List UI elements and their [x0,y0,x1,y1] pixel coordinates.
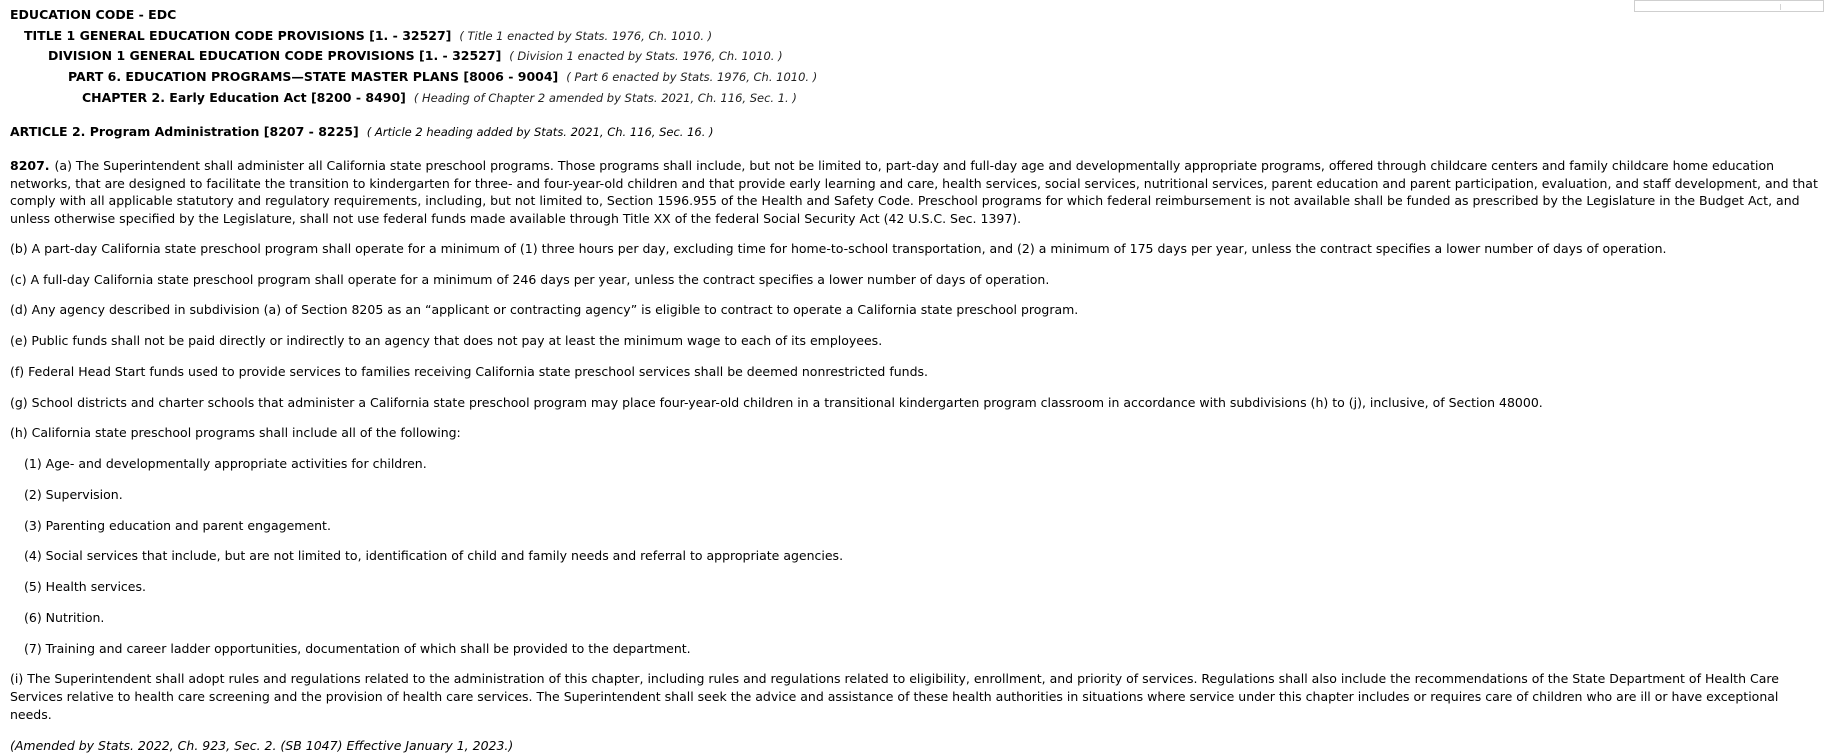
top-right-widget-stub [1634,0,1824,12]
hierarchy-item-title1[interactable] [24,27,1820,45]
paragraph-b: (b) A part-day California state preschool program shall operate for a minimum of (1) three hours per day, excluding time for home-to-school transportation, and (2) a minimum of 175 days per year, unless the contract specifies a lower number of days of operation. [10,240,1667,256]
paragraph-i: (i) The Superintendent shall adopt rules and regulations related to the administration of this chapter, including rules and regulations related to eligibility, enrollment, and priority of services. Regulations shall also include the recommendations of the State Department of Health Care Services relative to health care screening and the provision of health care services. The Superintendent shall seek the advice and assistance of these health authorities in situations where service under this chapter includes or requires care of children who are ill or have exceptional needs. [10,671,1779,722]
hierarchy-item-chapter2-label: CHAPTER 2. Early Education Act [8200 - 8490] [82,89,406,105]
hierarchy-item-chapter2-note: ( Heading of Chapter 2 amended by Stats. 2021, Ch. 116, Sec. 1. ) [413,90,797,105]
hierarchy-item-part6-note: ( Part 6 enacted by Stats. 1976, Ch. 1010. ) [566,69,818,84]
hierarchy-item-division1[interactable] [48,47,1820,65]
paragraph-f: (f) Federal Head Start funds used to provide services to families receiving California state preschool services shall be deemed nonrestricted funds. [10,363,928,379]
widget-divider [1780,4,1819,10]
section-body [10,157,1820,755]
section-lead-text: (a) The Superintendent shall administer all California state preschool programs. Those programs shall include, but not be limited to, part-day and full-day age and developmentally appropriate programs, offered through childcare centers and family childcare home education networks, that are designed to facilitate the transition to kindergarten for three- and four-year-old children and that provide early learning and care, health services, social services, nutritional services, parent education and parent participation, evaluation, and staff development, and that comply with all applicable statutory and regulatory requirements, including, but not limited to, Section 1596.955 of the Health and Safety Code. Preschool programs for which federal reimbursement is not available shall be funded as prescribed by the Legislature in the Budget Act, and unless otherwise specified by the Legislature, shall not use federal funds made available through Title XX of the federal Social Security Act (42 U.S.C. Sec. 1397). [10,157,1818,226]
paragraph-h-5: (5) Health services. [24,579,146,594]
section-number: 8207. [10,157,50,173]
code-title-label: EDUCATION CODE - EDC [10,7,177,22]
hierarchy-item-title1-note: ( Title 1 enacted by Stats. 1976, Ch. 1010. ) [459,28,713,43]
paragraph-h-2: (2) Supervision. [24,486,123,502]
paragraph-h-4: (4) Social services that include, but are not limited to, identification of child and family needs and referral to appropriate agencies. [24,548,844,564]
paragraph-c: (c) A full-day California state preschool program shall operate for a minimum of 246 days per year, unless the contract specifies a lower number of days of operation. [10,271,1050,287]
hierarchy-item-part6[interactable] [68,68,1820,86]
section-lead-paragraph [10,157,1820,228]
paragraph-h-1: (1) Age- and developmentally appropriate activities for children. [24,456,427,471]
article-heading-note: ( Article 2 heading added by Stats. 2021, Ch. 116, Sec. 16. ) [366,124,714,139]
paragraph-h-6: (6) Nutrition. [24,609,105,625]
hierarchy-item-title1-label: TITLE 1 GENERAL EDUCATION CODE PROVISIONS [1. - 32527] [24,27,452,43]
article-heading[interactable] [10,123,1820,141]
paragraph-h-3: (3) Parenting education and parent engagement. [24,517,331,533]
section-history-note: (Amended by Stats. 2022, Ch. 923, Sec. 2. (SB 1047) Effective January 1, 2023.) [10,737,514,753]
code-title [10,6,1820,24]
hierarchy-item-chapter2[interactable] [82,89,1820,107]
hierarchy-item-division1-label: DIVISION 1 GENERAL EDUCATION CODE PROVISIONS [1. - 32527] [48,48,502,64]
paragraph-d: (d) Any agency described in subdivision (a) of Section 8205 as an “applicant or contracting agency” is eligible to contract to operate a California state preschool program. [10,302,1079,318]
paragraph-h-7: (7) Training and career ladder opportunities, documentation of which shall be provided to the department. [24,640,691,656]
article-heading-label: ARTICLE 2. Program Administration [8207 - 8225] [10,123,359,139]
paragraph-e: (e) Public funds shall not be paid directly or indirectly to an agency that does not pay at least the minimum wage to each of its employees. [10,333,883,348]
paragraph-g: (g) School districts and charter schools that administer a California state preschool program may place four-year-old children in a transitional kindergarten program classroom in accordance with subdivisions (h) to (j), inclusive, of Section 48000. [10,394,1543,410]
hierarchy-item-division1-note: ( Division 1 enacted by Stats. 1976, Ch. 1010. ) [509,49,783,64]
paragraph-h: (h) California state preschool programs shall include all of the following: [10,425,461,441]
hierarchy-breadcrumb [10,27,1820,107]
hierarchy-item-part6-label: PART 6. EDUCATION PROGRAMS—STATE MASTER PLANS [8006 - 9004] [68,68,559,84]
